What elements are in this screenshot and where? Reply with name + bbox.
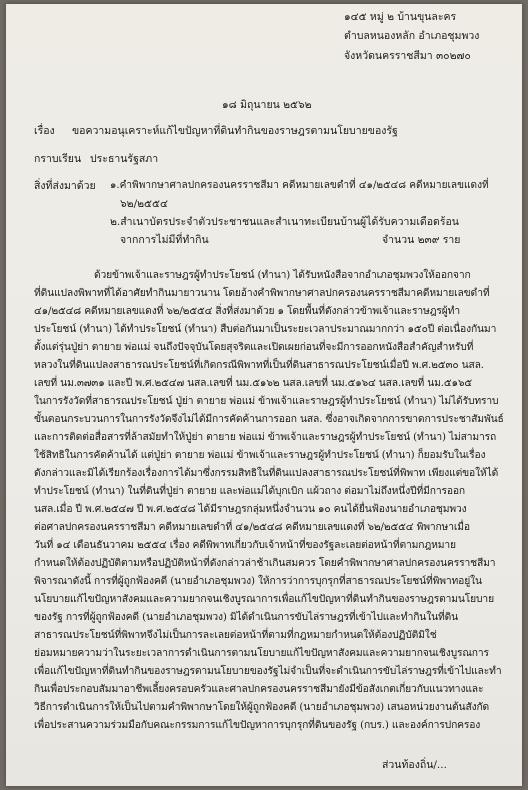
body-line-6: หลวงในที่ดินแปลงสาธารณประโยชน์ที่เกิดกรณีพิพาทที่เป็นที่ดินสาธารณประโยชน์เมื่อปี พ.ศ.๒๕๓๐ นสล.	[34, 359, 484, 371]
sender-address-line-3: จังหวัดนครราชสีมา ๓๐๒๗๐	[344, 50, 471, 62]
body-line-14: นสล.เมื่อ ปี พ.ศ.๒๕๔๗ ปี พ.ศ.๒๕๔๘ ได้มีราษฎรกลุ่มหนึ่งจำนวน ๑๐ คนได้ยื่นฟ้องนายอำเภอชุมพวง	[34, 503, 467, 515]
attachments-label: สิ่งที่ส่งมาด้วย	[34, 180, 96, 192]
sender-address-line-2: ตำบลหนองหลัก อำเภอชุมพวง	[344, 30, 480, 42]
recipient-label: กราบเรียน	[34, 153, 82, 165]
continuation-marker: ส่วนท้องถิ่น/...	[382, 759, 447, 771]
body-line-8: ในการรังวัดที่สาธารณประโยชน์ ปู่ย่า ตายาย พ่อแม่ ข้าพเจ้าและราษฎรผู้ทำประโยชน์ (ทำนา) ไม่ได้รับทราบ	[34, 395, 499, 407]
body-line-16: วันที่ ๑๔ เดือนธันวาคม ๒๕๕๔ เรื่อง คดีพิพาทเกี่ยวกับเจ้าหน้าที่ของรัฐละเลยต่อหน้าที่ตามกฎหมาย	[34, 539, 456, 551]
body-line-20: ของรัฐ การที่ผู้ถูกฟ้องคดี (นายอำเภอชุมพวง) มิได้ดำเนินการขับไล่ราษฎรที่เข้าไปและทำกินในที่ดิน	[34, 611, 459, 623]
body-line-3: ๔๑/๒๕๔๘ คดีหมายเลขแดงที่ ๖๒/๒๕๕๔ สิ่งที่ส่งมาด้วย ๑ โดยพื้นที่ดังกล่าวข้าพเจ้าและราษฎรผู้ทำ	[34, 305, 461, 317]
body-line-15: ต่อศาลปกครองนครราชสีมา คดีหมายเลขดำที่ ๔๑/๒๕๔๘ คดีหมายเลขแดงที่ ๖๒/๒๕๕๔ พิพากษาเมื่อ	[34, 521, 470, 533]
body-line-12: ดังกล่าวและมิได้เรียกร้องเรื่องการได้มาซึ่งกรรมสิทธิในที่ดินแปลงสาธารณประโยชน์ที่พิพาท เพียงแต่ขอให้ได้	[34, 467, 499, 479]
body-line-18: พิจารณาดังนี้ การที่ผู้ถูกฟ้องคดี (นายอำเภอชุมพวง) ให้การว่าการบุกรุกที่สาธารณประโยชน์ที่พิพาทอยู่ใน	[34, 575, 482, 587]
body-line-24: กินเพื่อประกอบสัมมาอาชีพเลี้ยงครอบครัวและศาลปกครองนครราชสีมายังมีข้อสังเกตเกี่ยวกับแนวทางและ	[34, 683, 484, 695]
body-line-10: และการติดต่อสื่อสารที่ล้าสมัยทำให้ปู่ย่า ตายาย พ่อแม่ ข้าพเจ้าและราษฎรผู้ทำประโยชน์ (ทำนา) ไม่สามารถ	[34, 431, 497, 443]
attachment-item-2: ๒.สำเนาบัตรประจำตัวประชาชนและสำเนาทะเบียนบ้านผู้ได้รับความเดือดร้อน	[110, 216, 459, 228]
body-line-1: ด้วยข้าพเจ้าและราษฎรผู้ทำประโยชน์ (ทำนา) ได้รับหนังสือจากอำเภอชุมพวงให้ออกจาก	[94, 269, 471, 281]
letter-page	[6, 4, 522, 786]
body-line-13: ทำประโยชน์ (ทำนา) ในที่ดินที่ปู่ย่า ตายาย และพ่อแม่ได้บุกเบิก แผ้วถาง ต่อมาไม่ถึงหนึ่งปีที่มีการออก	[34, 485, 465, 497]
attachment-item-1-cont: ๖๒/๒๕๕๔	[120, 198, 168, 210]
body-line-26: เพื่อประสานความร่วมมือกับคณะกรรมการแก้ไขปัญหาการบุกรุกที่ดินของรัฐ (กบร.) และองค์การปกครอง	[34, 719, 481, 731]
body-line-25: วิธีการดำเนินการให้เป็นไปตามคำพิพากษาโดยให้ผู้ถูกฟ้องคดี (นายอำเภอชุมพวง) เสนอหน่วยงานต้นสังกัด	[34, 701, 490, 713]
body-line-19: นโยบายแก้ไขปัญหาสังคมและความยากจนเชิงบูรณาการเพื่อแก้ไขปัญหาที่ดินทำกินของราษฎรตามนโยบาย	[34, 593, 494, 605]
body-line-22: ย่อมหมายความว่าในระยะเวลาการดำเนินการตามนโยบายแก้ไขปัญหาสังคมและความยากจนเชิงบูรณการ	[34, 647, 489, 659]
attachment-item-2-cont: จากการไม่มีที่ทำกิน	[120, 234, 209, 246]
body-line-2: ที่ดินแปลงพิพาทที่ได้อาศัยทำกินมายาวนาน โดยอ้างคำพิพากษาศาลปกครองนครราชสีมาคดีหมายเลขดำที่	[34, 287, 490, 299]
body-line-11: ใช้สิทธิในการคัดค้านได้ แต่ปู่ย่า ตายาย พ่อแม่ ข้าพเจ้าและราษฎรผู้ทำประโยชน์ (ทำนา) ก็ยอมรับในเรื่อง	[34, 449, 486, 461]
body-line-23: เพื่อแก้ไขปัญหาที่ดินทำกินของราษฎรตามนโยบายของรัฐไม่จำเป็นที่จะดำเนินการขับไล่ราษฎรที่เข้าไปและทำ	[34, 665, 502, 677]
letter-date: ๑๘ มิถุนายน ๒๕๖๒	[222, 99, 312, 111]
body-line-7: เลขที่ นม.๓๗๓๑ และปี พ.ศ.๒๕๔๗ นสล.เลขที่ นม.๕๑๖๒ นสล.เลขที่ นม.๕๑๖๔ นสล.เลขที่ นม.๕๑๖๕	[34, 377, 472, 389]
subject-text: ขอความอนุเคราะห์แก้ไขปัญหาที่ดินทำกินของราษฎรตามนโยบายของรัฐ	[72, 125, 398, 137]
attachment-amount: จำนวน ๒๓๙ ราย	[382, 234, 461, 246]
body-line-17: กำหนดให้ต้องปฏิบัติตามหรือปฏิบัติหน้าที่ดังกล่าวล่าช้าเกินสมควร โดยคำพิพากษาศาลปกครองนครราชสีมา	[34, 557, 496, 569]
body-line-4: ประโยชน์ (ทำนา) ได้ทำประโยชน์ (ทำนา) สืบต่อกันมาเป็นระยะเวลาประมาณมากกว่า ๑๕๐ปี ต่อเนื่องกันมา	[34, 323, 497, 335]
recipient-text: ประธานรัฐสภา	[90, 153, 159, 165]
sender-address-line-1: ๑๔๕ หมู่ ๒ บ้านขุนละคร	[344, 11, 457, 23]
body-line-5: ตั้งแต่รุ่นปู่ย่า ตายาย พ่อแม่ จนถึงปัจจุบันโดยสุจริตและเปิดเผยก่อนที่จะมีการออกหนังสือสำคัญสำหรับที่	[34, 341, 474, 353]
attachment-item-1: ๑.คำพิพากษาศาลปกครองนครราชสีมา คดีหมายเลขดำที่ ๔๑/๒๕๔๘ คดีหมายเลขแดงที่	[110, 180, 489, 191]
body-line-21: สาธารณประโยชน์ที่พิพาทจึงไม่เป็นการละเลยต่อหน้าที่ตามที่กฎหมายกำหนดให้ต้องปฏิบัติมิใช่	[34, 629, 437, 641]
body-line-9: ขั้นตอนกระบวนการในการรังวัดจึงไม่ได้มีการคัดค้านการออก นสล. ซึ่งอาจเกิดจากการขาดการประชาสัมพันธ์	[34, 413, 504, 425]
subject-label: เรื่อง	[34, 125, 55, 137]
